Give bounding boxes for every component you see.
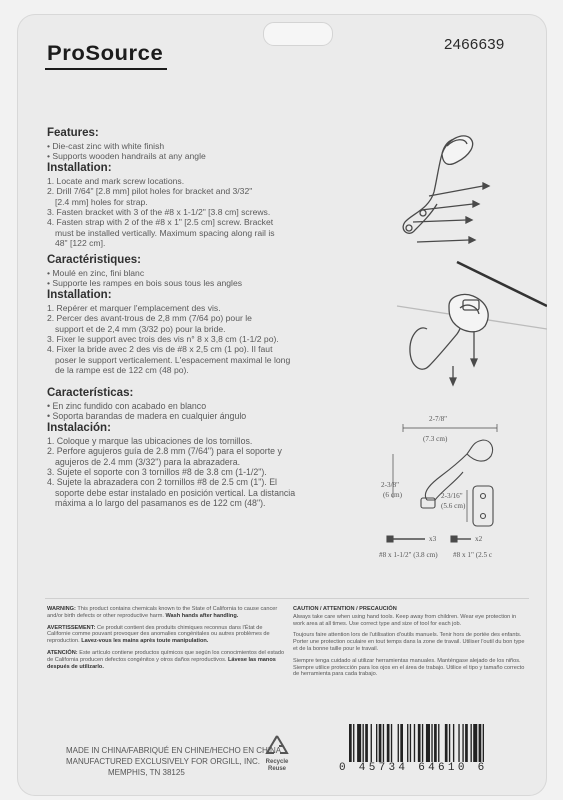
barcode-bar: [349, 724, 352, 762]
height-metric-label: (6 cm): [383, 491, 402, 499]
warning-wash: Lavez-vous les mains après toute manipulation.: [79, 638, 209, 645]
recycle-icon: [264, 734, 290, 756]
strap-label: 2-3/16": [441, 492, 463, 500]
barcode-bar: [383, 724, 384, 762]
recycle-text: Recycle: [265, 759, 289, 765]
barcode-bar: [465, 724, 468, 762]
legal-divider: [45, 598, 529, 599]
barcode-bar: [410, 724, 411, 762]
strap-metric-label: (5.6 cm): [441, 502, 466, 510]
recycle-badge: [262, 734, 292, 773]
barcode-bar: [379, 724, 382, 762]
sku-number: 2466639: [444, 36, 505, 53]
feature-line: • Supports wooden handrails at any angle: [47, 151, 206, 162]
warning-en: [47, 606, 285, 620]
screw-short-label: #8 x 1" (2.5 c: [453, 551, 493, 559]
barcode-bar: [387, 724, 390, 762]
barcode-bar: [365, 724, 368, 762]
bracket-mounted-illustration: [397, 262, 547, 385]
barcode-bar: [473, 724, 477, 762]
warning-text: This product contains chemicals known to the State of California to cause cancer and/or birth defects or other reproductive harm.: [47, 606, 278, 619]
barcode-bar: [363, 724, 364, 762]
city-line: MEMPHIS, TN 38125: [108, 768, 185, 777]
barcode-bar: [407, 724, 408, 762]
barcode-bar: [471, 724, 472, 762]
caution-en: Always take care when using hand tools. Keep away from children. Wear eye protection in work area at all times. Use correct type and size of tool for each job.: [293, 613, 517, 627]
made-in-line: MADE IN CHINA/FABRIQUÉ EN CHINE/HECHO EN CHINA: [66, 746, 282, 755]
caution-title-text: CAUTION / ATTENTION / PRECAUCIÓN: [293, 606, 397, 612]
barcode-bar: [414, 724, 415, 762]
barcode-bar: [462, 724, 463, 762]
install-step: máxima a lo largo del pasamanos es de 122 cm (48").: [55, 498, 266, 509]
feature-line: • En zinc fundido con acabado en blanco: [47, 401, 207, 411]
height-label: 2-3/8": [381, 481, 400, 489]
install-step: 3. Fixer le support avec trois des vis n° 8 x 3,8 cm (1-1/2 po).: [47, 334, 279, 345]
install-step: 4. Fasten strap with 2 of the #8 x 1" [2.5 cm] screw. Bracket: [47, 217, 274, 228]
install-step: [2.4 mm] holes for strap.: [55, 196, 148, 207]
warning-text: Ce produit contient des produits chimiques reconnus dans l'État de Californie comme pouvant provoquer des anomalies congénitales ou autres problèmes de reproduction.: [47, 624, 270, 645]
install-step: 3. Sujete el soporte con 3 tornillos #8 de 3.8 cm (1-1/2").: [47, 467, 267, 478]
warning-wash: Wash hands after handling.: [163, 612, 239, 619]
barcode-bar: [449, 724, 450, 762]
install-step: 1. Coloque y marque las ubicaciones de los tornillos.: [47, 435, 253, 446]
barcode-bar: [483, 724, 484, 762]
barcode-bar: [400, 724, 403, 762]
barcode-bar: [438, 724, 439, 762]
barcode-bar: [431, 724, 432, 762]
screw-short-qty: x2: [475, 535, 483, 543]
barcode-bar: [398, 724, 399, 762]
barcode-bar: [453, 724, 454, 762]
warning-block: [47, 606, 285, 675]
installation-heading: Installation:: [47, 288, 112, 301]
warning-label: WARNING:: [47, 606, 76, 612]
install-step: 3. Fasten bracket with 3 of the #8 x 1-1/2" [3.8 cm] screws.: [47, 207, 271, 218]
warning-label: ATENCIÓN:: [47, 649, 78, 656]
feature-line: • Moulé en zinc, fini blanc: [47, 268, 145, 278]
width-label: 2-7/8": [429, 415, 448, 423]
width-metric-label: (7.3 cm): [423, 435, 448, 443]
brand-logo: ProSource: [47, 42, 164, 65]
product-card: [17, 14, 547, 796]
barcode-bar: [479, 724, 482, 762]
manufactured-line: MANUFACTURED EXCLUSIVELY FOR ORGILL, INC.: [66, 757, 260, 766]
install-step: 2. Perfore agujeros guía de 2.8 mm (7/64") para el soporte y: [47, 446, 282, 457]
installation-heading: Installation:: [47, 161, 112, 174]
barcode-bar: [434, 724, 437, 762]
installation-heading: Instalación:: [47, 421, 111, 434]
install-step: 4. Fixer la bride avec 2 des vis de #8 x 2,5 cm (1 po). Il faut: [47, 344, 273, 355]
origin-block: [66, 745, 281, 778]
warning-text: Este artículo contiene productos químicos que según los conocimientos del estado de California producen defectos congénitos y otros daños reproductivos.: [47, 649, 285, 663]
dimension-labels: [379, 415, 492, 559]
feature-line: • Supporte les rampes en bois sous tous les angles: [47, 278, 243, 289]
caution-block: [293, 606, 529, 683]
install-step: 48" [122 cm].: [55, 238, 106, 249]
barcode-bar: [357, 724, 361, 762]
install-step: de la rampe est de 122 cm (48 po).: [55, 365, 189, 376]
install-step: 1. Locate and mark screw locations.: [47, 175, 185, 186]
install-step: 1. Repérer et marquer l'emplacement des vis.: [47, 302, 221, 313]
barcode-bar: [445, 724, 448, 762]
warning-es: [47, 650, 285, 670]
install-step: support et de 2,4 mm (3/32 po) pour la bride.: [55, 323, 226, 334]
warning-fr: [47, 625, 285, 645]
install-step: 2. Drill 7/64" [2.8 mm] pilot holes for bracket and 3/32": [47, 186, 253, 197]
barcode-bar: [422, 724, 423, 762]
features-heading: Caractéristiques:: [47, 254, 141, 266]
caution-title: [293, 606, 529, 613]
barcode-bar: [418, 724, 421, 762]
screw-long-label: #8 x 1-1/2" (3.8 cm): [379, 551, 438, 559]
features-heading: Características:: [47, 387, 134, 399]
caution-es: Siempre tenga cuidado al utilizar herramientas manuales. Manténgase alejado de los niños. Siempre utilice protección para los ojos en el área de trabajo. Utilice el tipo y tamaño correcto de herramienta para cada trabajo.: [293, 657, 525, 678]
barcode-bar: [371, 724, 372, 762]
caution-fr: Toujours faire attention lors de l'utilisation d'outils manuels. Tenir hors de portée des enfants. Porter une protection oculaire en tout temps dans la zone de travail. Utiliser l'outil du bon type et de la bonne taille pour le travail.: [293, 632, 525, 652]
warning-wash: Lávese las manos después de utilizarlo.: [47, 656, 276, 670]
barcode-bar: [376, 724, 377, 762]
barcode-bar: [458, 724, 459, 762]
feature-line: • Die-cast zinc with white finish: [47, 141, 165, 151]
features-heading: Features:: [47, 127, 99, 139]
barcode-bar: [426, 724, 430, 762]
barcode-bar: [353, 724, 354, 762]
install-step: agujeros de 2.4 mm (3/32") para la abrazadera.: [55, 456, 241, 467]
barcode-bar: [391, 724, 392, 762]
install-step: 2. Percer des avant-trous de 2,8 mm (7/64 po) pour le: [47, 313, 252, 324]
install-step: soporte debe estar instalado en posición vertical. La distancia: [55, 487, 296, 498]
screw-long-qty: x3: [429, 535, 437, 543]
reuse-text: Reuse: [267, 766, 286, 772]
install-step: 4. Sujete la abrazadera con 2 tornillos #8 de 2.5 cm (1"). El: [47, 477, 278, 488]
warning-label: AVERTISSEMENT:: [47, 624, 96, 631]
feature-line: • Soporta barandas de madera en cualquier ángulo: [47, 411, 247, 422]
upc-number: 0 45734 64610 6: [339, 762, 488, 774]
install-step: must be installed vertically. Maximum spacing along rail is: [55, 227, 275, 238]
bracket-exploded-illustration: [403, 136, 489, 243]
install-step: poser le support verticalement. L'espacement maximal le long: [55, 354, 291, 365]
